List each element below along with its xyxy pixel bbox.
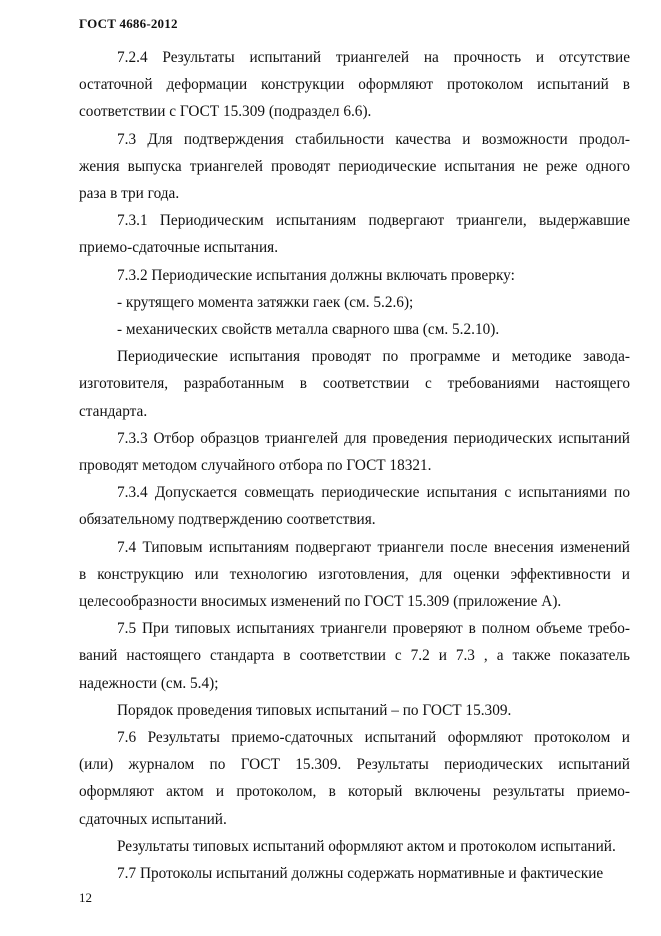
- text-line: ваний настоящего стандарта в соответствии с 7.2 и 7.3 , а также показатель: [79, 647, 630, 665]
- text-line: 7.6 Результаты приемо-сдаточных испытаний оформляют протоколом и: [117, 729, 630, 747]
- text-line: 7.3.3 Отбор образцов триангелей для проведения периодических испытаний: [117, 429, 630, 447]
- text-line: 7.7 Протоколы испытаний должны содержать нормативные и фактические: [117, 865, 604, 883]
- text-line: приемо-сдаточные испытания.: [79, 239, 279, 257]
- paragraph: [79, 860, 630, 887]
- paragraph: [79, 262, 630, 289]
- paragraph: [79, 833, 630, 860]
- paragraph: [79, 126, 630, 208]
- paragraph: [79, 615, 630, 697]
- paragraph: [79, 534, 630, 616]
- text-line: в конструкцию или технологию изготовления, для оценки эффективности и: [79, 565, 630, 583]
- paragraph: [79, 207, 630, 261]
- text-line: проводят методом случайного отбора по ГОСТ 18321.: [79, 457, 432, 475]
- text-line: 7.3.1 Периодическим испытаниям подвергают триангели, выдержавшие: [117, 212, 630, 230]
- text-line: 7.2.4 Результаты испытаний триангелей на прочность и отсутствие: [117, 49, 630, 66]
- paragraph: [79, 724, 630, 833]
- text-line: раза в три года.: [79, 185, 180, 203]
- text-line: 7.3.2 Периодические испытания должны включать проверку:: [117, 266, 515, 284]
- text-line: обязательному подтверждению соответствия.: [79, 511, 376, 529]
- text-line: оформляют актом и протоколом, в который включены результаты приемо-: [79, 783, 630, 801]
- paragraph: [79, 44, 630, 126]
- checklist: [79, 289, 630, 343]
- paragraph: [79, 343, 630, 425]
- text-line: целесообразности вносимых изменений по ГОСТ 15.309 (приложение А).: [79, 593, 562, 611]
- text-line: остаточной деформации конструкции оформляют протоколом испытаний в: [79, 76, 630, 94]
- text-line: 7.3.4 Допускается совмещать периодические испытания с испытаниями по: [117, 484, 630, 502]
- text-line: Результаты типовых испытаний оформляют актом и протоколом испытаний.: [117, 837, 616, 855]
- text-line: Порядок проведения типовых испытаний – по ГОСТ 15.309.: [117, 701, 512, 719]
- text-line: изготовителя, разработанным в соответствии с требованиями настоящего: [79, 375, 630, 393]
- list-item: - крутящего момента затяжки гаек (см. 5.2.6);: [117, 293, 414, 311]
- text-line: соответствии с ГОСТ 15.309 (подраздел 6.6).: [79, 103, 372, 121]
- document-body: [79, 44, 630, 887]
- list-item: - механических свойств металла сварного шва (см. 5.2.10).: [117, 321, 500, 339]
- document-header: ГОСТ 4686-2012: [79, 16, 178, 31]
- paragraph: [79, 479, 630, 533]
- text-line: стандарта.: [79, 402, 148, 420]
- paragraph: [79, 425, 630, 479]
- text-line: жения выпуска триангелей проводят периодические испытания не реже одного: [79, 157, 630, 175]
- page-number: 12: [79, 890, 92, 905]
- text-line: 7.4 Типовым испытаниям подвергают триангели после внесения изменений: [117, 538, 630, 556]
- text-line: 7.3 Для подтверждения стабильности качества и возможности продол-: [117, 130, 630, 148]
- section-periodic-to-7-7: [79, 343, 630, 887]
- text-line: Периодические испытания проводят по программе и методике завода-: [117, 348, 630, 366]
- text-line: надежности (см. 5.4);: [79, 674, 219, 692]
- paragraph: [79, 697, 630, 724]
- text-line: сдаточных испытаний.: [79, 810, 227, 828]
- text-line: (или) журналом по ГОСТ 15.309. Результаты периодических испытаний: [79, 756, 630, 774]
- text-line: 7.5 При типовых испытаниях триангели проверяют в полном объеме требо-: [117, 620, 630, 638]
- section-7-2-4-to-7-3-2: [79, 44, 630, 289]
